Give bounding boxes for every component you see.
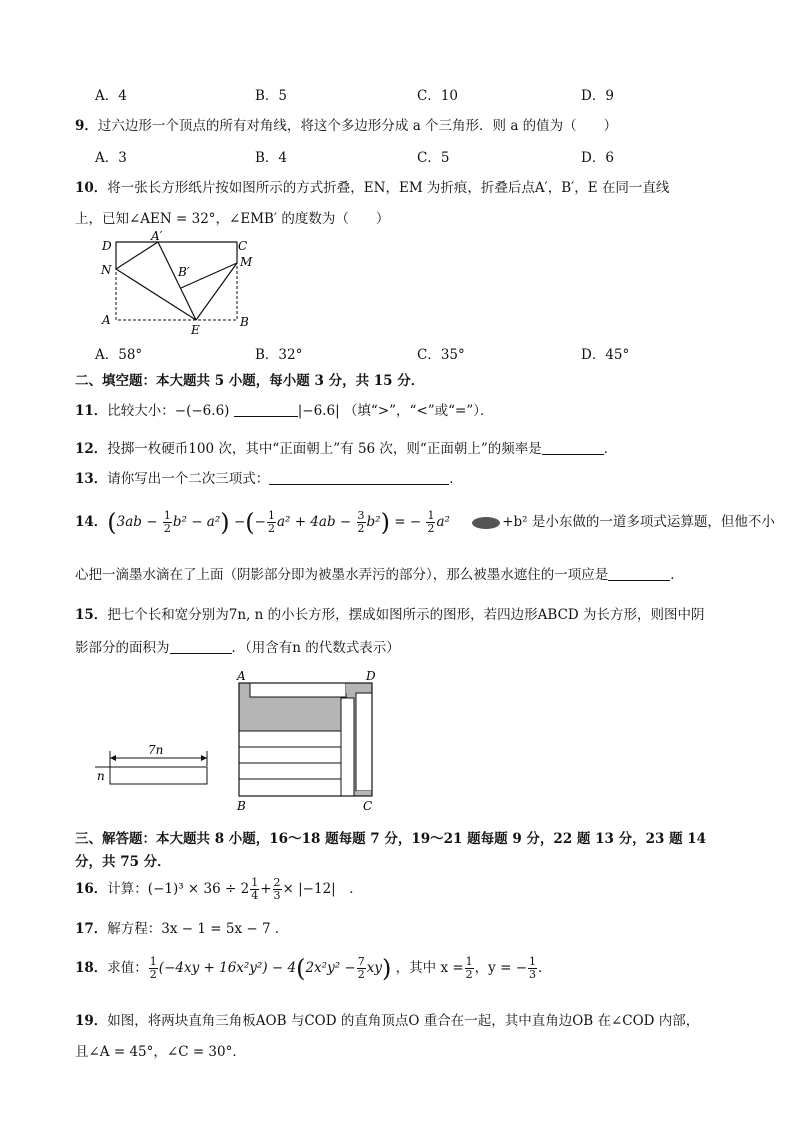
q12-post: ．	[603, 441, 618, 457]
q18-p4: ，其中 x =	[395, 960, 464, 976]
q10-label-b: B	[240, 315, 249, 329]
q10-label-b1: B′	[178, 265, 190, 279]
q16-post: × |−12| ．	[282, 881, 363, 897]
q18-frac3-num: 1	[465, 955, 473, 968]
q14-paren-close-1: )	[220, 508, 230, 537]
q15-fig-wid: n	[97, 769, 105, 783]
q15-label-b: B	[237, 799, 246, 813]
q8-option-d: D．9	[581, 88, 614, 104]
q14-end: ．	[670, 567, 684, 583]
q15-rect-vertical-left	[341, 698, 354, 796]
q10-figure	[95, 230, 265, 340]
q16-frac1-den: 4	[251, 889, 259, 902]
q14-expr-d: a² + 4ab −	[276, 514, 352, 530]
q17-stem	[75, 917, 288, 937]
q14-frac3-num: 3	[357, 509, 365, 522]
q15-text-2-post: ．（用含有n 的代数式表示）	[231, 640, 400, 656]
q18-p3: xy	[366, 960, 382, 976]
q15-text-1: 把七个长和宽分别为7n, n 的小长方形，摆成如图所示的图形，若四边形ABCD 为长方形，则图中阴	[107, 607, 705, 623]
section-3-heading-line1: 三、解答题：本大题共 8 小题，16～18 题每题 7 分，19～21 题每题 9 分，22 题 13 分，23 题 14	[75, 831, 707, 847]
q18-paren-close: )	[381, 954, 392, 983]
q15-shaded-corner	[346, 683, 372, 693]
q14-expr-c: −	[233, 514, 246, 530]
q18-number: 18．	[75, 960, 108, 976]
q13-post: ．	[449, 471, 463, 487]
q14-answer-blank	[608, 566, 670, 581]
q19-text-1: 如图，将两块直角三角板AOB 与COD 的直角顶点O 重合在一起，其中直角边OB 在∠COD 内部，	[107, 1013, 700, 1029]
q15-dim-arrow-right	[201, 755, 207, 761]
q14-paren-open-2: (	[245, 508, 255, 537]
q15-fig-len: 7n	[148, 743, 164, 757]
q9-number: 9．	[75, 118, 98, 134]
q15-figure	[85, 668, 395, 813]
q11-mid: |−6.6|	[297, 403, 340, 419]
q16-frac2-num: 2	[273, 876, 281, 889]
q14-paren-close-2: )	[380, 508, 390, 537]
q18-frac3-den: 2	[465, 968, 473, 981]
q14-expression: 14．(3ab − $\frac{1}{2}$ b² − a²) −(− $\frac{1}{2}$ a² + 4ab − $\frac{3}{2}$ b²) = − $\frac{1}{2}$ a² +b² 是小东做的一道多项式运算题，但他不小	[75, 508, 775, 537]
q9-option-a: A．3	[95, 150, 127, 166]
q10-option-d: D．45°	[581, 347, 630, 363]
q15-rect-h2	[239, 747, 341, 763]
q14-frac-three-halves	[357, 510, 366, 535]
q15-label-a: A	[237, 669, 246, 683]
q18-p5: ，y = −	[474, 960, 528, 976]
q14-frac-half-1	[163, 510, 172, 535]
q14-expr-b: b² − a²	[172, 514, 221, 530]
q14-after-ink: +b² 是小东做的一道多项式运算题，但他不小	[502, 514, 775, 530]
q9-option-c: C．5	[417, 150, 450, 166]
q14-frac3-den: 2	[357, 522, 365, 535]
q8-option-b: B．5	[255, 88, 288, 104]
q8-options	[95, 84, 735, 104]
q8-option-a: A．4	[95, 88, 127, 104]
q18-frac1-den: 2	[149, 968, 157, 981]
q13-answer-blank	[269, 470, 449, 485]
q12-stem	[75, 437, 617, 457]
q12-number: 12．	[75, 441, 108, 457]
q18-frac-half	[149, 956, 158, 981]
q18-frac2-num: 7	[357, 955, 365, 968]
q15-label-d: D	[366, 669, 376, 683]
q18-frac2-den: 2	[357, 968, 365, 981]
q12-answer-blank	[542, 440, 604, 455]
q10-label-d: D	[102, 239, 112, 253]
q18-paren-open: (	[296, 954, 306, 983]
q14-frac4-den: 2	[427, 522, 435, 535]
q10-option-a: A．58°	[95, 347, 143, 363]
q9-option-b: B．4	[255, 150, 288, 166]
q15-number: 15．	[75, 607, 108, 623]
q16-frac1-num: 1	[251, 876, 259, 889]
q15-small-rect	[110, 767, 207, 784]
q14-frac-num: 1	[163, 509, 171, 522]
q14-expr-f: = −	[394, 514, 422, 530]
q11-pre: 比较大小：−(−6.6)	[107, 403, 230, 419]
q9-text: 过六边形一个顶点的所有对角线，将这个多边形分成 a 个三角形．则 a 的值为（ ）	[97, 118, 618, 134]
q18-frac4-num: 1	[529, 955, 537, 968]
q10-stem-line1	[75, 176, 669, 196]
q10-option-b: B．32°	[255, 347, 303, 363]
q18-p1: (−4xy + 16x²y²) − 4	[158, 960, 297, 976]
q17-text: 解方程：3x − 1 = 5x − 7 ．	[107, 921, 289, 937]
q16-pre: 计算：(−1)³ × 36 ÷ 2	[107, 881, 250, 897]
q10-label-a1: A′	[151, 230, 163, 243]
q18-pre: 求值：	[107, 960, 148, 976]
q16-frac-two-thirds	[273, 877, 282, 902]
q9-options	[95, 146, 735, 166]
q14-frac2-den: 2	[267, 522, 275, 535]
ink-blot-icon	[472, 517, 500, 529]
q14-frac-half-3	[426, 510, 435, 535]
q15-dim-arrow-left	[110, 755, 116, 761]
q18-frac4-den: 3	[529, 968, 537, 981]
q13-stem	[75, 467, 463, 487]
q10-label-m: M	[240, 255, 253, 269]
q14-line2: 心把一滴墨水滴在了上面（阴影部分即为被墨水弄污的部分），那么被墨水遮住的一项应是	[75, 567, 609, 583]
q11-answer-blank	[234, 402, 298, 417]
q15-rect-h1	[239, 731, 341, 747]
q14-number: 14．	[75, 514, 108, 530]
section-2-heading: 二、填空题：本大题共 5 小题，每小题 3 分，共 15 分．	[75, 373, 425, 389]
q13-number: 13．	[75, 471, 108, 487]
q10-label-a: A	[102, 313, 111, 327]
q11-post: （填“>”，“<”或“=”）．	[343, 403, 494, 419]
q14-frac-den: 2	[163, 522, 171, 535]
q15-stem-line1	[75, 603, 705, 623]
q15-label-c: C	[363, 799, 373, 813]
q16-frac2-den: 3	[273, 889, 281, 902]
q11-number: 11．	[75, 403, 108, 419]
q14-paren-open-1: (	[107, 508, 117, 537]
q15-text-2-pre: 影部分的面积为	[75, 640, 170, 656]
q14-frac2-num: 1	[267, 509, 275, 522]
q10-stem-line2: 上，已知∠AEN = 32°，∠EMB′ 的度数为（ ）	[75, 211, 390, 227]
q16-frac-quarter	[250, 877, 259, 902]
q10-edge-na1	[116, 242, 158, 269]
q18-frac-y	[528, 956, 537, 981]
q14-frac4-num: 1	[427, 509, 435, 522]
q14-expr-a: 3ab −	[116, 514, 158, 530]
q14-stem-line2	[75, 563, 684, 583]
q15-answer-blank	[170, 639, 232, 654]
q15-rect-vertical-right	[356, 693, 372, 791]
q12-pre: 投掷一枚硬币100 次，其中“正面朝上”有 56 次，则“正面朝上”的频率是	[107, 441, 542, 457]
q16-plus: +	[260, 881, 272, 897]
q13-pre: 请你写出一个二次三项式：	[107, 471, 270, 487]
q15-rect-h3	[239, 763, 341, 779]
q18-stem	[75, 956, 552, 981]
q10-number: 10．	[75, 180, 108, 196]
q18-frac-x	[465, 956, 474, 981]
q9-stem	[75, 114, 617, 134]
q10-text-1: 将一张长方形纸片按如图所示的方式折叠，EN，EM 为折痕，折叠后点A′，B′，E 在同一直线	[107, 180, 670, 196]
q17-number: 17．	[75, 921, 108, 937]
q9-option-d: D．6	[581, 150, 614, 166]
q10-label-e: E	[191, 323, 200, 337]
q16-stem	[75, 877, 363, 902]
q16-number: 16．	[75, 881, 108, 897]
q14-expr-e: b²	[366, 514, 381, 530]
q14-frac-half-2	[267, 510, 276, 535]
q15-shaded-bottom-right	[356, 791, 372, 796]
section-3-heading-line2: 分，共 75 分．	[75, 854, 171, 870]
q18-frac-seven-halves	[357, 956, 366, 981]
q10-label-n: N	[101, 263, 112, 277]
q14-expr-g: a²	[436, 514, 450, 530]
q10-label-c: C	[238, 239, 248, 253]
q10-options	[95, 343, 735, 363]
q11-stem	[75, 399, 494, 419]
q19-stem-line1	[75, 1009, 699, 1029]
q15-stem-line2	[75, 636, 400, 656]
q18-end: ．	[538, 960, 552, 976]
q18-p2: 2x²y² −	[305, 960, 356, 976]
q19-number: 19．	[75, 1013, 108, 1029]
q10-option-c: C．35°	[417, 347, 465, 363]
q15-rect-top-horizontal	[250, 683, 346, 697]
q19-stem-line2: 且∠A = 45°，∠C = 30°．	[75, 1044, 246, 1060]
q15-rect-h4	[239, 779, 341, 796]
q18-frac1-num: 1	[149, 955, 157, 968]
q8-option-c: C．10	[417, 88, 459, 104]
